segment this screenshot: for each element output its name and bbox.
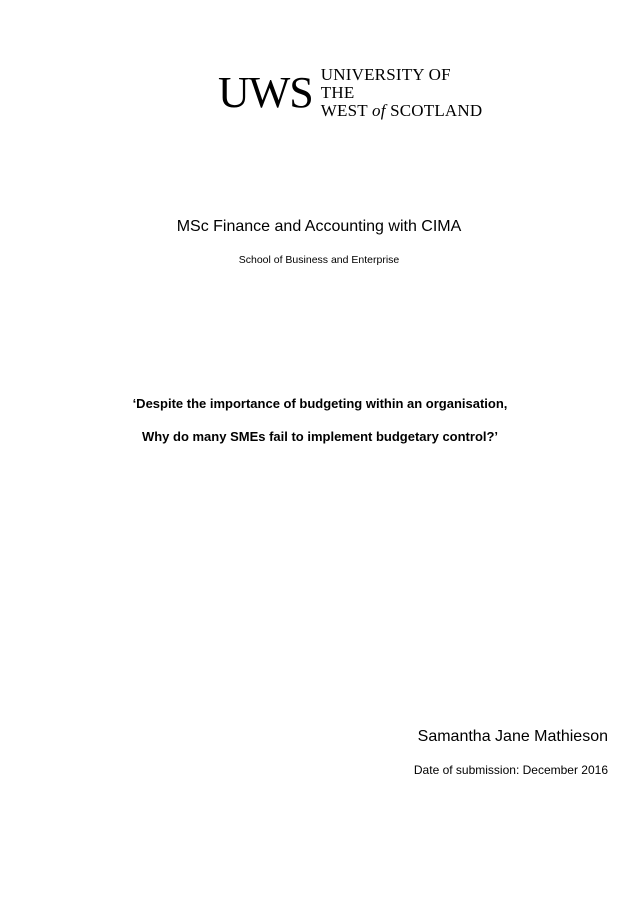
logo-mark: UWS [218, 68, 313, 117]
course-title: MSc Finance and Accounting with CIMA [176, 218, 462, 235]
logo-wordmark [321, 66, 488, 120]
logo-line-1: UNIVERSITY OF THE [320, 65, 451, 102]
school-name: School of Business and Enterprise [238, 254, 400, 266]
dissertation-title-line-1: ‘Despite the importance of budgeting within an organisation, [132, 396, 508, 411]
logo-line-2: WEST of SCOTLAND [320, 101, 483, 120]
university-logo [218, 65, 488, 120]
dissertation-title-line-2: Why do many SMEs fail to implement budgetary control?’ [141, 429, 499, 444]
author-name: Samantha Jane Mathieson [417, 728, 608, 745]
submission-date: Date of submission: December 2016 [413, 763, 608, 777]
